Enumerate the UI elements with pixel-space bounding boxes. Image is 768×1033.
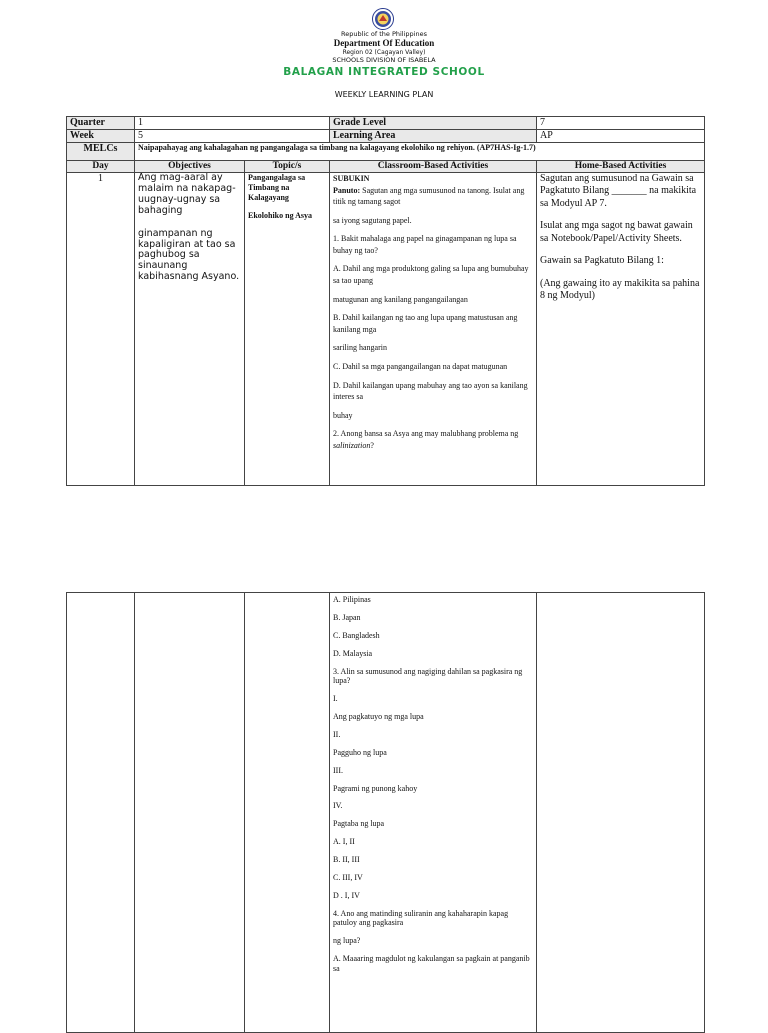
department-line: Department Of Education xyxy=(333,38,435,48)
learning-area-label: Learning Area xyxy=(330,130,537,143)
activity-line: C. III, IV xyxy=(333,872,363,882)
home-text-1: Sagutan ang sumusunod na Gawain sa Pagkatuto Bilang _______ na makikita sa Modyul AP 7. xyxy=(540,172,697,209)
week-value: 5 xyxy=(135,130,330,143)
learning-area-value: AP xyxy=(537,130,705,143)
classroom-activities-cell-continued xyxy=(330,593,537,1033)
activity-line: Ang pagkatuyo ng mga lupa xyxy=(333,711,424,721)
objectives-text-1: Ang mag-aaral ay malaim na nakapag-uugnay-ugnay sa bahaging xyxy=(138,172,236,216)
activity-line: ng lupa? xyxy=(333,936,361,946)
division-line: SCHOOLS DIVISION OF ISABELA xyxy=(332,56,436,64)
question-2-end: ? xyxy=(370,441,374,451)
melcs-label: MELCs xyxy=(67,143,135,161)
col-day: Day xyxy=(67,161,135,173)
deped-seal-icon xyxy=(372,8,394,30)
panuto-label: Panuto: xyxy=(333,185,361,195)
activity-line: IV. xyxy=(333,801,343,811)
activity-line: II. xyxy=(333,729,341,739)
activity-line: A. I, II xyxy=(333,837,355,847)
panuto-text: Sagutan ang mga sumusunod na tanong. Isulat ang titik ng tamang sagot xyxy=(333,185,525,207)
home-text-3: Gawain sa Pagkatuto Bilang 1: xyxy=(540,255,664,267)
activity-heading: SUBUKIN xyxy=(333,173,370,183)
activity-line: C. Dahil sa mga pangangailangan na dapat matugunan xyxy=(333,362,508,372)
activity-line: A. Maaaring magdulot ng kakulangan sa pagkain at panganib sa xyxy=(333,954,530,973)
activity-line: D. Dahil kailangan upang mabuhay ang tao ayon sa kanilang interes sa xyxy=(333,380,528,402)
grade-level-value: 7 xyxy=(537,117,705,130)
objectives-cell xyxy=(135,172,245,485)
home-text-2: Isulat ang mga sagot ng bawat gawain sa Notebook/Papel/Activity Sheets. xyxy=(540,220,693,244)
home-activities-cell xyxy=(537,172,705,485)
activity-line: III. xyxy=(333,765,343,775)
activity-line: sa iyong sagutang papel. xyxy=(333,215,412,225)
activity-line: A. Dahil ang mga produktong galing sa lupa ang bumubuhay sa tao upang xyxy=(333,264,529,286)
topic-text-1: Pangangalaga sa Timbang na Kalagayang xyxy=(248,172,306,202)
col-classroom-activities: Classroom-Based Activities xyxy=(330,161,537,173)
weekly-plan-table xyxy=(66,116,705,486)
col-home-activities: Home-Based Activities xyxy=(537,161,705,173)
activity-line: sariling hangarin xyxy=(333,343,387,353)
grade-level-label: Grade Level xyxy=(330,117,537,130)
activity-line: D . I, IV xyxy=(333,890,360,900)
col-objectives: Objectives xyxy=(135,161,245,173)
home-cell-empty xyxy=(537,593,705,1033)
question-2 xyxy=(333,428,533,451)
day-cell-empty xyxy=(67,593,135,1033)
classroom-activities-cell xyxy=(330,172,537,485)
region-line: Region 02 (Cagayan Valley) xyxy=(342,49,426,56)
activity-line: Pagrami ng punong kahoy xyxy=(333,783,418,793)
activity-line: buhay xyxy=(333,410,353,420)
plan-title: WEEKLY LEARNING PLAN xyxy=(334,90,434,99)
quarter-value: 1 xyxy=(135,117,330,130)
activity-line: C. Bangladesh xyxy=(333,630,380,640)
activity-line: D. Malaysia xyxy=(333,648,373,658)
activity-line: I. xyxy=(333,694,338,704)
melcs-value: Naipapahayag ang kahalagahan ng pangangalaga sa timbang na kalagayang ekolohiko ng rehiyon. (AP7HAS-Ig-1.7) xyxy=(135,143,705,161)
topic-cell xyxy=(245,172,330,485)
activity-line: 1. Bakit mahalaga ang papel na ginagampanan ng lupa sa buhay ng tao? xyxy=(333,234,517,255)
objectives-cell-empty xyxy=(135,593,245,1033)
activity-line: B. II, III xyxy=(333,855,360,865)
objectives-text-2: ginampanan ng kapaligiran at tao sa paghubog sa sinaunang kabihasnang Asyano. xyxy=(138,227,240,283)
activity-line: Pagguho ng lupa xyxy=(333,747,387,757)
activity-line: B. Dahil kailangan ng tao ang lupa upang matustusan ang kanilang mga xyxy=(333,313,518,334)
week-label: Week xyxy=(67,130,135,143)
activity-line: B. Japan xyxy=(333,612,361,622)
question-2-text: 2. Anong bansa sa Asya ang may malubhang problema ng xyxy=(333,429,519,439)
republic-line: Republic of the Philippines xyxy=(341,30,427,38)
school-name: BALAGAN INTEGRATED SCHOOL xyxy=(283,66,485,78)
activity-line: Pagtaba ng lupa xyxy=(333,819,385,829)
day-cell: 1 xyxy=(67,172,135,485)
topic-cell-empty xyxy=(245,593,330,1033)
quarter-label: Quarter xyxy=(67,117,135,130)
home-text-4: (Ang gawaing ito ay makikita sa pahina 8 ng Modyul) xyxy=(540,277,700,302)
activity-line: matugunan ang kanilang pangangailangan xyxy=(333,294,468,304)
col-topics: Topic/s xyxy=(245,161,330,173)
topic-text-2: Ekolohiko ng Asya xyxy=(248,210,313,220)
activity-line: 3. Alin sa sumusunod ang nagiging dahilan sa pagkasira ng lupa? xyxy=(333,666,523,686)
panuto-line xyxy=(333,185,533,208)
activity-line: 4. Ano ang matinding suliranin ang kahaharapin kapag patuloy ang pagkasira xyxy=(333,908,509,928)
activity-line: A. Pilipinas xyxy=(333,595,371,604)
question-2-italic: salinization xyxy=(333,441,371,451)
weekly-plan-table-continued xyxy=(66,592,705,1033)
